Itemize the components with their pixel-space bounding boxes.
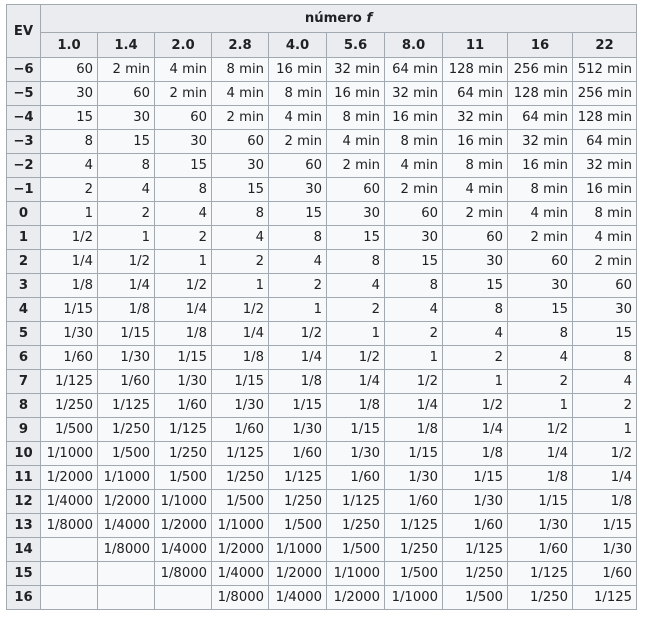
table-row [7,178,637,202]
table-cell: 1/8000 [212,586,269,610]
table-cell: 1 [508,394,573,418]
table-cell: 1/4 [327,370,385,394]
fnumber-header-cell: 1.4 [98,33,155,58]
table-cell: 1/60 [41,346,98,370]
table-cell: 1/4000 [269,586,327,610]
table-cell: 1/2000 [98,490,155,514]
table-cell: 1/125 [443,538,508,562]
ev-row-header: −3 [7,130,41,154]
table-cell: 4 min [212,82,269,106]
ev-row-header: −4 [7,106,41,130]
table-row [7,106,637,130]
table-cell: 30 [327,202,385,226]
table-cell: 1/15 [269,394,327,418]
ev-row-header: 2 [7,250,41,274]
table-cell: 1/15 [98,322,155,346]
table-cell: 1/8000 [41,514,98,538]
table-cell: 4 min [573,226,637,250]
table-cell: 128 min [573,106,637,130]
table-cell: 1/500 [155,466,212,490]
table-cell: 1 [269,298,327,322]
table-cell: 4 [443,322,508,346]
ev-row-header: 11 [7,466,41,490]
table-cell: 15 [327,226,385,250]
table-cell: 2 [98,202,155,226]
table-cell: 8 min [573,202,637,226]
table-cell: 1 [573,418,637,442]
table-cell: 1/1000 [212,514,269,538]
table-cell: 15 [155,154,212,178]
ev-row-header: 12 [7,490,41,514]
table-cell: 1/4000 [212,562,269,586]
table-cell: 60 [443,226,508,250]
table-cell: 8 [98,154,155,178]
table-row [7,154,637,178]
table-cell: 8 [508,322,573,346]
table-cell [41,538,98,562]
table-cell: 1/2 [155,274,212,298]
table-cell: 1 [41,202,98,226]
table-row [7,370,637,394]
table-row [7,562,637,586]
table-cell: 1/2 [573,442,637,466]
table-cell: 16 min [385,106,443,130]
table-cell: 4 [41,154,98,178]
ev-row-header: 1 [7,226,41,250]
fnumber-header-cell: 16 [508,33,573,58]
table-cell: 2 min [508,226,573,250]
table-cell: 1/2000 [327,586,385,610]
table-cell: 8 min [212,58,269,82]
table-cell: 1/60 [269,442,327,466]
table-cell: 1/8 [327,394,385,418]
table-row [7,250,637,274]
table-cell: 2 [508,370,573,394]
table-cell: 1/125 [385,514,443,538]
table-cell: 2 min [573,250,637,274]
table-cell: 1/4 [385,394,443,418]
table-container [6,4,637,610]
table-cell: 1/60 [385,490,443,514]
table-cell: 30 [212,154,269,178]
table-cell: 8 [269,226,327,250]
table-cell: 1/15 [573,514,637,538]
table-cell: 2 min [98,58,155,82]
table-row [7,418,637,442]
table-cell: 60 [385,202,443,226]
table-cell: 1/1000 [385,586,443,610]
table-cell [98,586,155,610]
table-cell: 1/30 [269,418,327,442]
table-cell: 15 [443,274,508,298]
table-cell: 32 min [573,154,637,178]
table-cell: 1 [443,370,508,394]
table-cell: 2 [573,394,637,418]
table-cell: 1/8 [98,298,155,322]
table-row [7,586,637,610]
table-cell: 60 [98,82,155,106]
table-cell: 1/1000 [155,490,212,514]
table-cell: 1/125 [269,466,327,490]
exposure-value-table [6,4,637,610]
table-cell: 2 [212,250,269,274]
fnumber-header-cell: 1.0 [41,33,98,58]
ev-row-header: 7 [7,370,41,394]
ev-row-header: 10 [7,442,41,466]
ev-row-header: 5 [7,322,41,346]
table-cell: 1/2 [508,418,573,442]
table-cell: 60 [508,250,573,274]
table-cell: 4 [573,370,637,394]
table-cell: 1/125 [508,562,573,586]
table-cell: 30 [508,274,573,298]
table-row [7,298,637,322]
table-cell: 60 [212,130,269,154]
table-cell: 8 [327,250,385,274]
ev-row-header: −5 [7,82,41,106]
table-cell: 8 [212,202,269,226]
table-cell: 2 min [269,130,327,154]
table-cell: 1/500 [385,562,443,586]
table-cell: 1/60 [155,394,212,418]
table-cell: 1/2 [212,298,269,322]
table-cell: 1/30 [212,394,269,418]
table-cell: 8 [443,298,508,322]
table-cell: 1/8 [443,442,508,466]
table-cell: 1/4 [573,466,637,490]
fnumber-header-cell: 22 [573,33,637,58]
table-cell: 30 [98,106,155,130]
table-cell: 30 [385,226,443,250]
table-cell: 1/15 [385,442,443,466]
table-cell: 1/250 [98,418,155,442]
table-cell: 1/60 [212,418,269,442]
table-cell: 1/4000 [98,514,155,538]
table-cell: 1/15 [155,346,212,370]
table-cell: 1/4000 [155,538,212,562]
table-cell: 4 min [443,178,508,202]
table-cell: 1/4000 [41,490,98,514]
table-cell: 1/125 [212,442,269,466]
table-cell: 15 [98,130,155,154]
table-cell: 2 [155,226,212,250]
table-cell: 1/125 [327,490,385,514]
table-cell: 1/250 [508,586,573,610]
table-cell: 8 min [327,106,385,130]
table-cell: 2 min [212,106,269,130]
table-cell: 1 [385,346,443,370]
table-cell: 1/250 [385,538,443,562]
table-row [7,82,637,106]
fnumber-header-symbol: f [366,11,373,26]
table-cell: 1/500 [98,442,155,466]
table-cell: 1/8000 [98,538,155,562]
table-cell: 1/4 [98,274,155,298]
table-cell: 1/500 [41,418,98,442]
table-cell: 1/4 [41,250,98,274]
table-cell: 4 min [508,202,573,226]
table-cell: 64 min [508,106,573,130]
table-cell: 30 [155,130,212,154]
table-row [7,442,637,466]
ev-row-header: 15 [7,562,41,586]
table-cell: 1/1000 [327,562,385,586]
table-cell: 16 min [327,82,385,106]
fnumber-header-cell: 11 [443,33,508,58]
table-row [7,202,637,226]
table-cell: 1/60 [573,562,637,586]
table-cell: 64 min [443,82,508,106]
table-cell: 1/250 [327,514,385,538]
table-row [7,394,637,418]
table-cell: 4 min [155,58,212,82]
table-cell: 8 min [269,82,327,106]
ev-row-header: 13 [7,514,41,538]
table-cell: 16 min [269,58,327,82]
table-cell: 1/125 [98,394,155,418]
table-row [7,274,637,298]
table-cell: 15 [41,106,98,130]
table-cell: 1/60 [98,370,155,394]
ev-row-header: 8 [7,394,41,418]
table-cell [98,562,155,586]
table-cell: 4 [212,226,269,250]
table-cell: 1/8 [573,490,637,514]
fnumber-header-cell: 8.0 [385,33,443,58]
table-cell: 1/2000 [269,562,327,586]
table-cell: 1/2 [327,346,385,370]
table-cell: 8 min [508,178,573,202]
table-cell: 1/500 [212,490,269,514]
table-cell: 1 [155,250,212,274]
ev-row-header: 3 [7,274,41,298]
table-cell: 128 min [508,82,573,106]
table-cell: 4 [327,274,385,298]
table-cell: 1/15 [508,490,573,514]
ev-row-header: −1 [7,178,41,202]
table-cell: 1/4 [155,298,212,322]
table-cell: 30 [573,298,637,322]
ev-row-header: 9 [7,418,41,442]
table-cell: 60 [41,58,98,82]
table-cell: 1/8 [385,418,443,442]
table-cell: 1/15 [327,418,385,442]
table-cell: 2 [269,274,327,298]
table-cell: 2 [385,322,443,346]
fnumber-header-text: número [304,11,367,26]
table-cell: 1/1000 [41,442,98,466]
table-cell: 32 min [385,82,443,106]
table-cell: 1/8 [155,322,212,346]
table-cell: 1/4 [269,346,327,370]
table-row [7,130,637,154]
table-cell: 1/2 [98,250,155,274]
table-cell: 1/30 [98,346,155,370]
table-cell: 2 min [327,154,385,178]
table-cell: 1/30 [327,442,385,466]
table-cell: 4 min [269,106,327,130]
table-row [7,466,637,490]
table-cell: 1/4 [443,418,508,442]
table-row [7,322,637,346]
table-cell: 16 min [573,178,637,202]
table-row [7,58,637,82]
table-cell: 32 min [327,58,385,82]
table-cell: 1/125 [41,370,98,394]
table-cell: 32 min [443,106,508,130]
table-cell: 1/30 [508,514,573,538]
table-cell: 1/60 [443,514,508,538]
table-cell: 4 [98,178,155,202]
table-cell: 1/250 [269,490,327,514]
table-cell: 4 [508,346,573,370]
table-cell: 1/250 [155,442,212,466]
table-cell: 1/2000 [212,538,269,562]
table-cell: 1/8000 [155,562,212,586]
table-cell: 1/8 [508,466,573,490]
table-cell: 1/125 [573,586,637,610]
table-cell: 1/60 [508,538,573,562]
table-cell: 1/2 [41,226,98,250]
table-cell: 15 [508,298,573,322]
table-cell: 30 [41,82,98,106]
table-cell [41,562,98,586]
ev-row-header: −2 [7,154,41,178]
table-cell: 1/15 [41,298,98,322]
table-cell: 2 [327,298,385,322]
table-cell: 1/250 [212,466,269,490]
ev-row-header: −6 [7,58,41,82]
table-cell: 64 min [573,130,637,154]
ev-row-header: 16 [7,586,41,610]
table-body [7,58,637,610]
table-cell: 16 min [443,130,508,154]
table-cell: 16 min [508,154,573,178]
table-cell: 1 [212,274,269,298]
ev-row-header: 6 [7,346,41,370]
table-cell: 1/250 [41,394,98,418]
table-cell: 1 [327,322,385,346]
table-cell: 4 [269,250,327,274]
table-cell: 1/8 [41,274,98,298]
ev-column-header: EV [7,5,41,58]
ev-row-header: 14 [7,538,41,562]
table-cell: 1/15 [443,466,508,490]
table-cell: 1/15 [212,370,269,394]
table-row [7,346,637,370]
table-row [7,490,637,514]
table-cell: 2 min [443,202,508,226]
table-cell: 1/8 [212,346,269,370]
fnumber-header-cell: 2.0 [155,33,212,58]
ev-row-header: 0 [7,202,41,226]
table-cell: 1/60 [327,466,385,490]
table-cell: 15 [212,178,269,202]
table-cell: 30 [269,178,327,202]
table-cell: 60 [327,178,385,202]
table-cell: 8 [41,130,98,154]
table-cell: 1/30 [41,322,98,346]
table-cell: 8 min [385,130,443,154]
table-cell: 2 [41,178,98,202]
table-cell: 60 [155,106,212,130]
table-cell: 2 [443,346,508,370]
table-cell: 1/1000 [269,538,327,562]
table-cell: 1/250 [443,562,508,586]
table-cell: 256 min [508,58,573,82]
ev-row-header: 4 [7,298,41,322]
fnumber-header-cell: 5.6 [327,33,385,58]
fnumber-header-cell: 4.0 [269,33,327,58]
table-cell [155,586,212,610]
table-cell: 1/30 [155,370,212,394]
table-cell: 1/500 [443,586,508,610]
table-cell [41,586,98,610]
table-cell: 1/2000 [41,466,98,490]
table-cell: 1/2000 [155,514,212,538]
table-cell: 60 [573,274,637,298]
fnumber-header-cell: 2.8 [212,33,269,58]
table-cell: 15 [269,202,327,226]
table-cell: 4 min [385,154,443,178]
table-cell: 1/125 [155,418,212,442]
table-row [7,226,637,250]
table-cell: 2 min [155,82,212,106]
table-cell: 32 min [508,130,573,154]
table-cell: 1/1000 [98,466,155,490]
table-cell: 30 [443,250,508,274]
table-cell: 512 min [573,58,637,82]
table-cell: 256 min [573,82,637,106]
table-row [7,538,637,562]
table-cell: 1 [98,226,155,250]
table-cell: 1/2 [269,322,327,346]
table-cell: 1/8 [269,370,327,394]
table-cell: 1/2 [443,394,508,418]
fnumber-group-header [41,5,637,33]
table-cell: 8 [385,274,443,298]
table-cell: 8 [573,346,637,370]
table-cell: 15 [385,250,443,274]
table-cell: 128 min [443,58,508,82]
table-cell: 1/30 [443,490,508,514]
table-cell: 1/4 [508,442,573,466]
table-cell: 1/30 [385,466,443,490]
table-cell: 1/4 [212,322,269,346]
table-cell: 8 min [443,154,508,178]
table-cell: 2 min [385,178,443,202]
table-cell: 4 [155,202,212,226]
table-cell: 64 min [385,58,443,82]
table-cell: 1/500 [269,514,327,538]
table-cell: 1/2 [385,370,443,394]
table-cell: 1/500 [327,538,385,562]
table-cell: 60 [269,154,327,178]
table-cell: 1/30 [573,538,637,562]
table-cell: 8 [155,178,212,202]
table-cell: 4 [385,298,443,322]
table-cell: 15 [573,322,637,346]
table-row [7,514,637,538]
fnumber-header-row [7,33,637,58]
table-cell: 4 min [327,130,385,154]
